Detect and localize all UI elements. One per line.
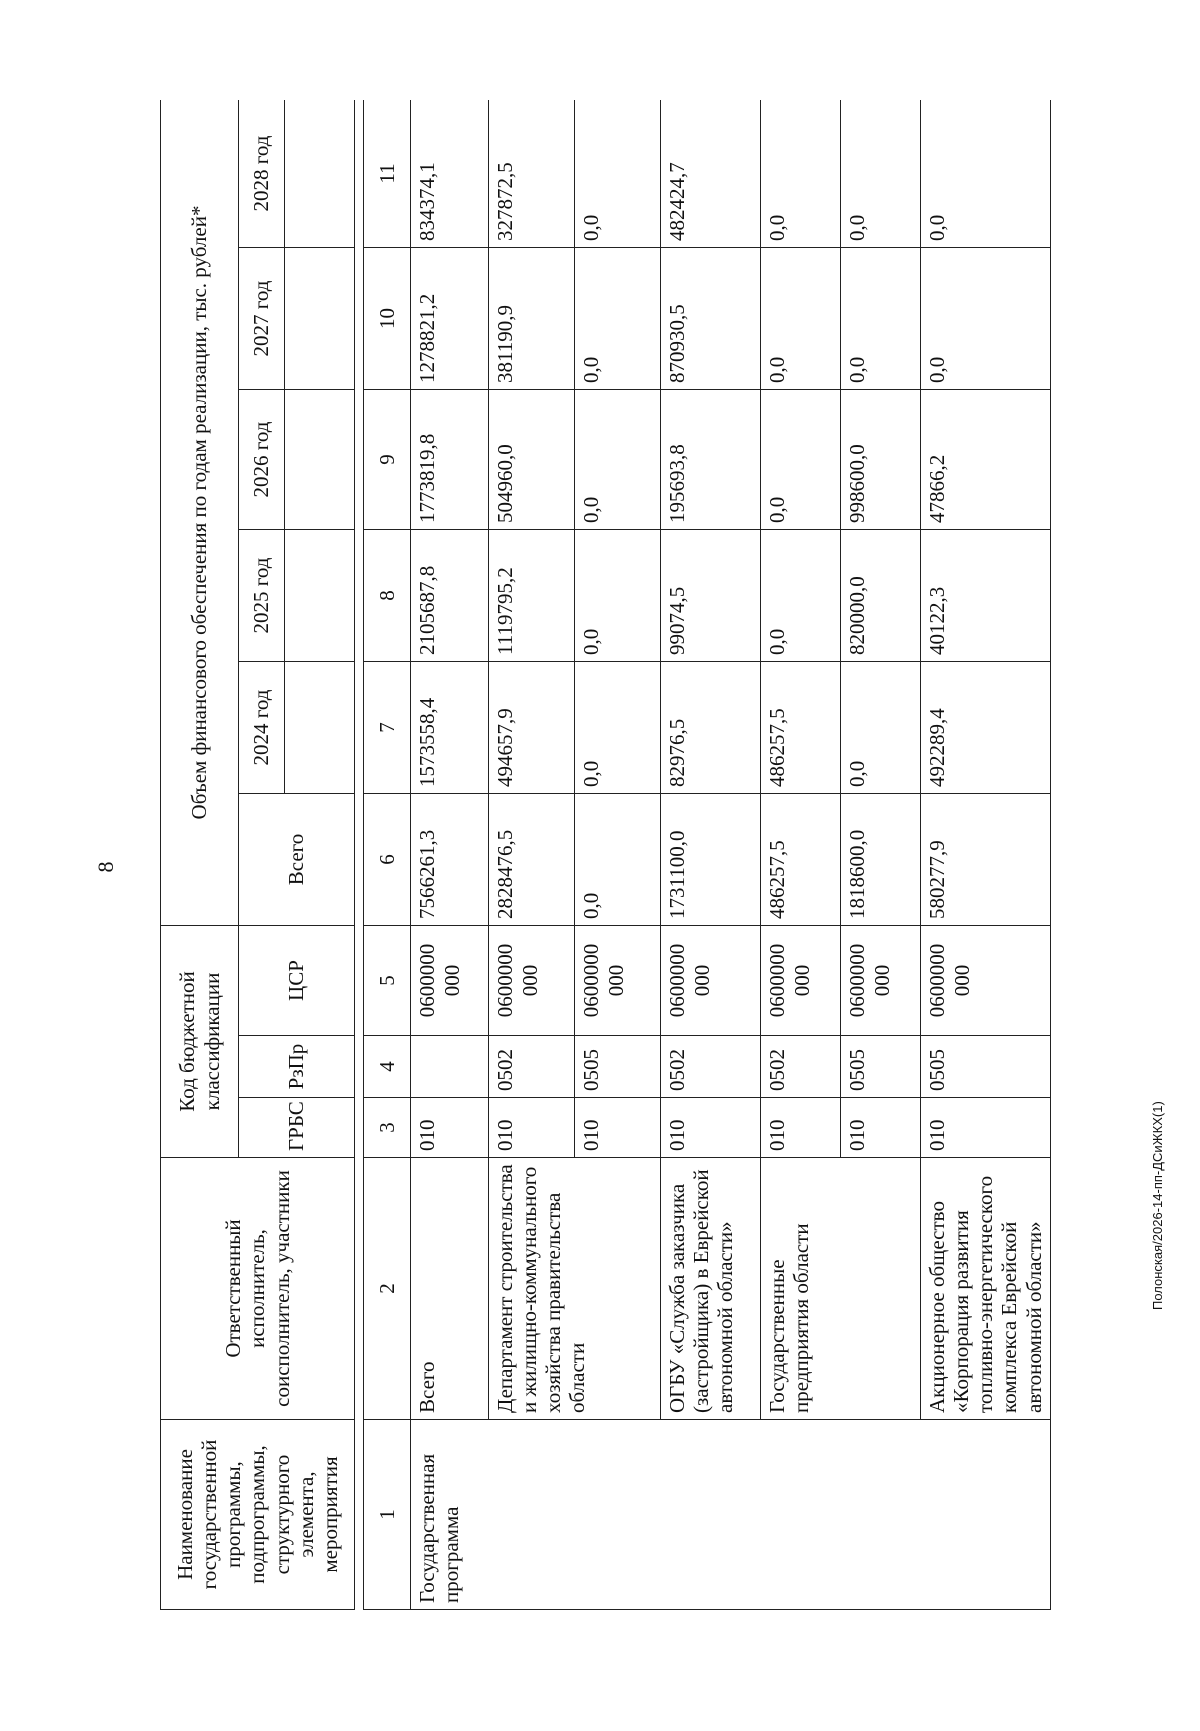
header-2027: 2027 год: [239, 248, 285, 390]
row-csr: [411, 926, 489, 1036]
row-total: 2828476,5: [489, 794, 575, 926]
header-volume: Объем финансового обеспечения по годам реализации, тыс. рублей*: [161, 100, 239, 926]
row-2025: 99074,5: [661, 530, 761, 662]
column-number: 8: [364, 530, 411, 662]
row-2027: 0,0: [575, 248, 661, 390]
header-2024-spacer: [285, 662, 355, 794]
csr-part: 000: [440, 964, 465, 997]
row-csr: [661, 926, 761, 1036]
row-2025: 2105687,8: [411, 530, 489, 662]
row-rzpr: 0505: [921, 1036, 1051, 1098]
row-2028: 327872,5: [489, 100, 575, 248]
row-2028: 834374,1: [411, 100, 489, 248]
program-name: Государственная программа: [411, 1420, 1051, 1610]
csr-part: 000: [690, 964, 715, 997]
row-executor: Государственные предприятия области: [761, 1158, 921, 1420]
column-number: 4: [364, 1036, 411, 1098]
row-total: 7566261,3: [411, 794, 489, 926]
row-rzpr: 0502: [489, 1036, 575, 1098]
csr-part: 0600000: [665, 943, 689, 1018]
row-2025: 1119795,2: [489, 530, 575, 662]
row-csr: [489, 926, 575, 1036]
header-executor: Ответственный исполнитель, соисполнитель, участники: [161, 1158, 355, 1420]
csr-part: 0600000: [579, 943, 603, 1018]
row-total: 1818600,0: [841, 794, 921, 926]
csr-part: 0600000: [845, 943, 869, 1018]
row-2024: 494657,9: [489, 662, 575, 794]
row-grbs: 010: [921, 1098, 1051, 1158]
header-2028-spacer: [285, 100, 355, 248]
row-grbs: 010: [661, 1098, 761, 1158]
header-name: Наименование государственной программы, подпрограммы, структурного элемента, мероприятия: [161, 1420, 355, 1610]
row-2028: 0,0: [575, 100, 661, 248]
header-csr: ЦСР: [239, 926, 355, 1036]
row-csr: [921, 926, 1051, 1036]
row-total: 580277,9: [921, 794, 1051, 926]
row-rzpr: [411, 1036, 489, 1098]
column-number: 9: [364, 390, 411, 530]
row-2024: 0,0: [575, 662, 661, 794]
row-2026: 1773819,8: [411, 390, 489, 530]
row-executor: ОГБУ «Служба заказчика (застройщика) в Еврейской автономной области»: [661, 1158, 761, 1420]
table-row: [489, 100, 575, 1610]
row-2027: 0,0: [841, 248, 921, 390]
row-2024: 0,0: [841, 662, 921, 794]
table-row: [761, 100, 841, 1610]
row-2025: 40122,3: [921, 530, 1051, 662]
row-2028: 0,0: [761, 100, 841, 248]
table-row: [921, 100, 1051, 1610]
landscape-page: [160, 100, 1200, 1610]
row-2028: 0,0: [841, 100, 921, 248]
csr-part: 000: [518, 964, 543, 997]
row-csr: [575, 926, 661, 1036]
header-grbs: ГРБС: [239, 1098, 355, 1158]
row-2025: 820000,0: [841, 530, 921, 662]
table-row: [411, 100, 489, 1610]
row-2028: 482424,7: [661, 100, 761, 248]
column-number: 10: [364, 248, 411, 390]
header-2028: 2028 год: [239, 100, 285, 248]
csr-part: 0600000: [493, 943, 517, 1018]
row-2026: 504960,0: [489, 390, 575, 530]
row-2024: 1573558,4: [411, 662, 489, 794]
csr-part: 0600000: [415, 943, 439, 1018]
financing-table: [160, 100, 1051, 1610]
row-2027: 870930,5: [661, 248, 761, 390]
row-grbs: 010: [575, 1098, 661, 1158]
header-rzpr: РзПр: [239, 1036, 355, 1098]
column-number: 3: [364, 1098, 411, 1158]
row-csr: [841, 926, 921, 1036]
row-2024: 82976,5: [661, 662, 761, 794]
header-2026: 2026 год: [239, 390, 285, 530]
row-executor: Всего: [411, 1158, 489, 1420]
footer-stamp: Полонская/2026-14-пп-ДСиЖКХ(1): [1150, 1101, 1165, 1310]
row-2026: 0,0: [761, 390, 841, 530]
row-csr: [761, 926, 841, 1036]
csr-part: 0600000: [765, 943, 789, 1018]
rotated-table-container: [160, 100, 1200, 1610]
row-2026: 195693,8: [661, 390, 761, 530]
table-row: [661, 100, 761, 1610]
column-number: 2: [364, 1158, 411, 1420]
row-2027: 1278821,2: [411, 248, 489, 390]
column-number-row: [364, 100, 411, 1610]
row-2027: 0,0: [761, 248, 841, 390]
row-rzpr: 0502: [761, 1036, 841, 1098]
row-2027: 381190,9: [489, 248, 575, 390]
column-number: 6: [364, 794, 411, 926]
csr-part: 0600000: [925, 943, 949, 1018]
column-number: 5: [364, 926, 411, 1036]
row-2026: 0,0: [575, 390, 661, 530]
column-number: 7: [364, 662, 411, 794]
row-grbs: 010: [841, 1098, 921, 1158]
header-2025: 2025 год: [239, 530, 285, 662]
csr-part: 000: [870, 964, 895, 997]
row-2024: 486257,5: [761, 662, 841, 794]
page-number: 8: [93, 861, 118, 873]
column-number: 1: [364, 1420, 411, 1610]
header-total: Всего: [239, 794, 355, 926]
column-number: 11: [364, 100, 411, 248]
row-2027: 0,0: [921, 248, 1051, 390]
row-rzpr: 0505: [575, 1036, 661, 1098]
row-total: 486257,5: [761, 794, 841, 926]
row-grbs: 010: [761, 1098, 841, 1158]
row-2028: 0,0: [921, 100, 1051, 248]
header-2027-spacer: [285, 248, 355, 390]
header-budget-code: Код бюджетной классификации: [161, 926, 239, 1158]
row-rzpr: 0505: [841, 1036, 921, 1098]
header-2026-spacer: [285, 390, 355, 530]
header-2024: 2024 год: [239, 662, 285, 794]
row-grbs: 010: [411, 1098, 489, 1158]
row-2026: 47866,2: [921, 390, 1051, 530]
row-rzpr: 0502: [661, 1036, 761, 1098]
row-executor: Департамент строительства и жилищно-коммунального хозяйства правительства области: [489, 1158, 661, 1420]
row-total: 0,0: [575, 794, 661, 926]
csr-part: 000: [790, 964, 815, 997]
row-2026: 998600,0: [841, 390, 921, 530]
row-grbs: 010: [489, 1098, 575, 1158]
row-total: 1731100,0: [661, 794, 761, 926]
row-executor: Акционерное общество «Корпорация развития топливно-энергетического комплекса Еврейской автономной области»: [921, 1158, 1051, 1420]
header-2025-spacer: [285, 530, 355, 662]
row-2025: 0,0: [575, 530, 661, 662]
csr-part: 000: [950, 964, 975, 997]
csr-part: 000: [604, 964, 629, 997]
row-2025: 0,0: [761, 530, 841, 662]
row-2024: 492289,4: [921, 662, 1051, 794]
table-gap: [355, 100, 364, 1610]
